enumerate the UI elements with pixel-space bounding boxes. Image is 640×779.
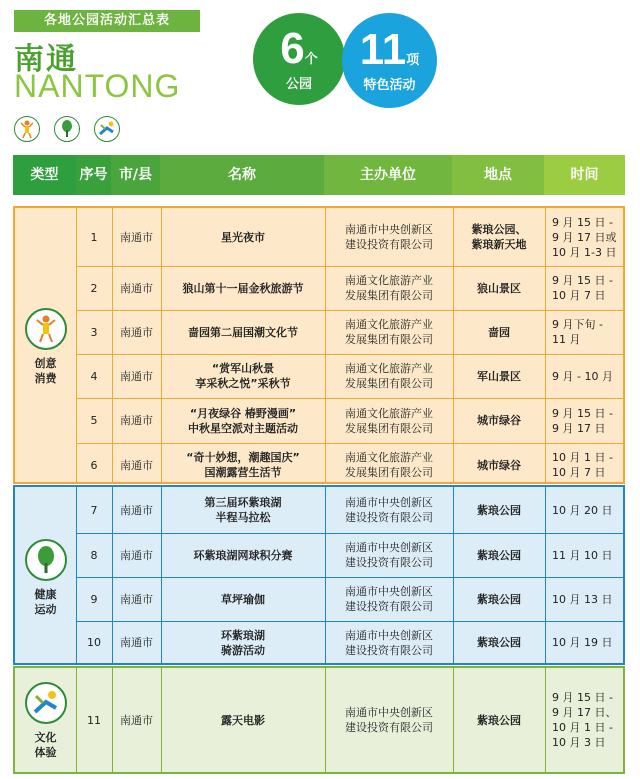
- city-title-cn: 南通: [14, 42, 78, 77]
- row-name: 啬园第二届国潮文化节: [188, 325, 298, 339]
- row-number: 8: [90, 548, 98, 562]
- row-location: 狼山景区: [477, 281, 521, 295]
- row-name: 星光夜市: [221, 230, 265, 244]
- column-header-no: 序号: [76, 155, 111, 195]
- row-city: 南通市: [120, 592, 153, 606]
- row-time: 9 月 15 日 - 9 月 17 日: [552, 406, 613, 435]
- row-time: 10 月 13 日: [552, 592, 613, 606]
- activities-unit: 项: [406, 53, 420, 68]
- row-time: 11 月 10 日: [552, 548, 613, 562]
- category-label: 健康 运动: [34, 588, 57, 616]
- row-organizer: 南通文化旅游产业 发展集团有限公司: [345, 274, 433, 302]
- row-location: 紫琅公园、 紫琅新天地: [471, 223, 527, 251]
- row-name: “赏军山秋景 享采秋之悦”采秋节: [195, 362, 291, 390]
- tree-icon: [25, 539, 67, 581]
- row-city: 南通市: [120, 548, 153, 562]
- parks-label: 公园: [285, 77, 312, 92]
- category-label: 创意 消费: [34, 357, 57, 385]
- row-number: 4: [90, 369, 98, 383]
- performer-icon: [25, 682, 67, 724]
- parks-count: 6: [280, 24, 305, 73]
- row-organizer: 南通市中央创新区 建设投资有限公司: [345, 585, 433, 613]
- row-city: 南通市: [120, 713, 153, 727]
- row-time: 10 月 19 日: [552, 636, 613, 649]
- column-header-org: 主办单位: [324, 155, 452, 195]
- person-icon: [25, 308, 67, 350]
- row-time: 10 月 20 日: [552, 503, 613, 517]
- row-name: 狼山第十一届金秋旅游节: [182, 281, 304, 295]
- row-time: 9 月下旬 - 11 月: [552, 318, 603, 346]
- row-location: 紫琅公园: [477, 713, 521, 727]
- summary-title-bar: 各地公园活动汇总表: [14, 10, 200, 32]
- activities-count-badge: [342, 13, 437, 108]
- category-cell: [15, 539, 76, 617]
- row-name: 第三届环紫琅湖 半程马拉松: [204, 496, 282, 524]
- parks-count-badge: [253, 13, 345, 105]
- row-city: 南通市: [120, 636, 153, 649]
- column-header-type: 类型: [13, 155, 76, 195]
- row-name: 草坪瑜伽: [221, 592, 265, 606]
- row-number: 11: [87, 713, 101, 727]
- row-name: 露天电影: [221, 713, 265, 727]
- row-location: 紫琅公园: [477, 548, 521, 562]
- row-organizer: 南通文化旅游产业 发展集团有限公司: [345, 451, 433, 479]
- row-organizer: 南通市中央创新区 建设投资有限公司: [345, 223, 433, 251]
- category-cell: [15, 308, 76, 386]
- row-organizer: 南通市中央创新区 建设投资有限公司: [345, 628, 433, 657]
- row-number: 2: [90, 281, 98, 295]
- category-group-3: [13, 666, 625, 774]
- row-location: 城市绿谷: [477, 414, 521, 427]
- person-icon: [14, 116, 40, 142]
- category-cell: [15, 682, 76, 760]
- row-number: 10: [87, 636, 101, 649]
- row-number: 3: [90, 325, 98, 339]
- row-city: 南通市: [120, 503, 153, 517]
- row-organizer: 南通文化旅游产业 发展集团有限公司: [345, 318, 433, 346]
- row-time: 9 月 15 日 - 9 月 17 日、 10 月 1 日 - 10 月 3 日: [552, 691, 617, 749]
- row-number: 1: [90, 230, 98, 244]
- activities-count: 11: [359, 25, 407, 74]
- row-location: 紫琅公园: [477, 636, 521, 649]
- row-time: 10 月 1 日 - 10 月 7 日: [552, 451, 613, 479]
- row-location: 军山景区: [477, 369, 521, 383]
- tree-icon: [54, 116, 80, 142]
- row-number: 9: [90, 592, 98, 606]
- row-city: 南通市: [120, 325, 153, 339]
- row-name: 环紫琅湖网球积分赛: [193, 548, 293, 562]
- row-name: “月夜绿谷 椿野漫画” 中秋星空派对主题活动: [188, 406, 298, 435]
- activities-label: 特色活动: [363, 78, 416, 93]
- row-name: 环紫琅湖 骑游活动: [221, 628, 265, 657]
- row-organizer: 南通市中央创新区 建设投资有限公司: [345, 496, 433, 524]
- category-group-1: [13, 206, 625, 484]
- performer-icon: [94, 116, 120, 142]
- category-group-2: [13, 485, 625, 665]
- row-organizer: 南通文化旅游产业 发展集团有限公司: [345, 406, 433, 435]
- column-header-loc: 地点: [452, 155, 544, 195]
- row-organizer: 南通文化旅游产业 发展集团有限公司: [345, 362, 433, 390]
- row-number: 7: [90, 503, 98, 517]
- row-number: 5: [90, 414, 98, 427]
- row-city: 南通市: [120, 281, 153, 295]
- row-location: 紫琅公园: [477, 592, 521, 606]
- city-title-en: NANTONG: [14, 68, 181, 104]
- row-time: 9 月 - 10 月: [552, 369, 613, 383]
- row-location: 啬园: [488, 325, 510, 339]
- row-city: 南通市: [120, 230, 153, 244]
- row-city: 南通市: [120, 414, 153, 427]
- column-header-time: 时间: [544, 155, 625, 195]
- row-city: 南通市: [120, 369, 153, 383]
- row-organizer: 南通市中央创新区 建设投资有限公司: [345, 541, 433, 569]
- row-city: 南通市: [120, 458, 153, 472]
- parks-unit: 个: [304, 52, 318, 67]
- row-location: 城市绿谷: [477, 458, 521, 472]
- column-header-city: 市/县: [111, 155, 160, 195]
- row-number: 6: [90, 458, 98, 472]
- category-label: 文化 体验: [34, 731, 57, 759]
- column-header-name: 名称: [160, 155, 324, 195]
- row-organizer: 南通市中央创新区 建设投资有限公司: [345, 706, 433, 734]
- row-name: “奇十妙想，潮趣国庆” 国潮露营生活节: [186, 451, 300, 479]
- row-time: 9 月 15 日 - 9 月 17 日或 10 月 1-3 日: [552, 215, 617, 259]
- row-location: 紫琅公园: [477, 503, 521, 517]
- row-time: 9 月 15 日 - 10 月 7 日: [552, 274, 613, 302]
